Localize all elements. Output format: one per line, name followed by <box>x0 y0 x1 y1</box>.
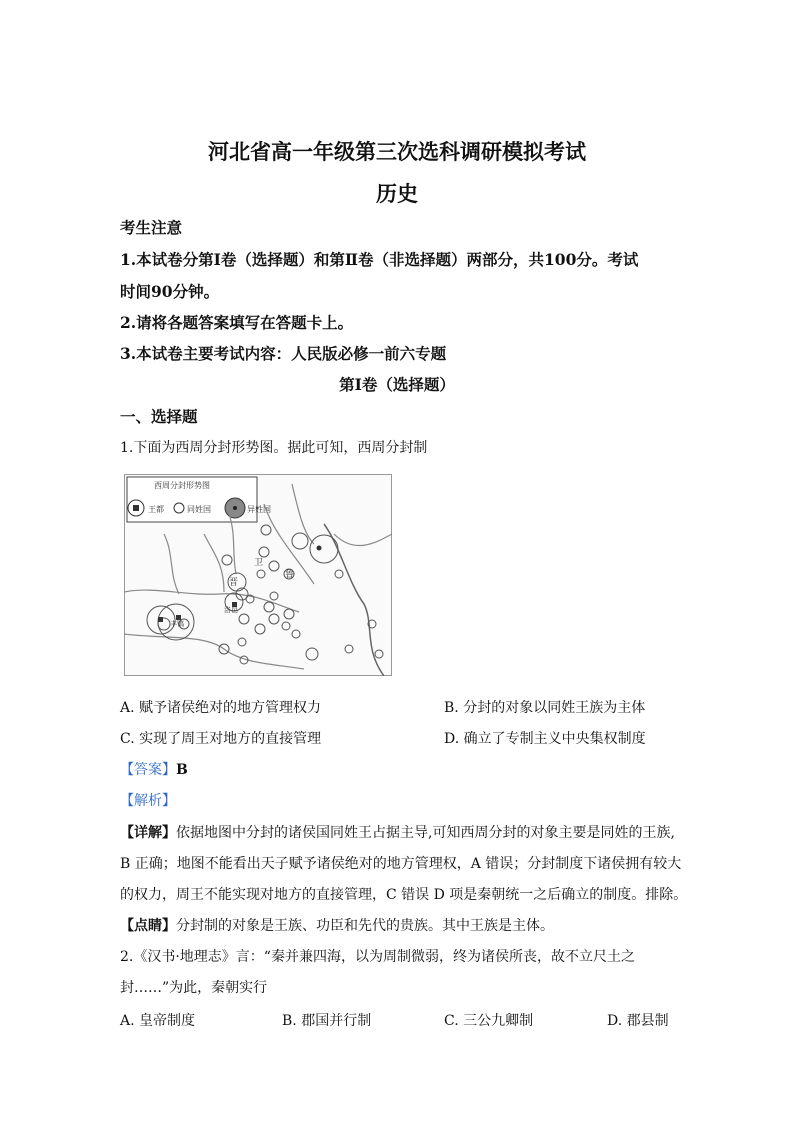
q1-option-b: B. 分封的对象以同姓王族为主体 <box>444 700 646 716</box>
label-lu: 鲁 <box>285 570 295 580</box>
detail-tag: 【详解】 <box>120 825 176 841</box>
notice-heading: 考生注意 <box>120 218 183 237</box>
notice-item-2: 2.请将各题答案填写在答题卡上。 <box>120 313 354 332</box>
q1-option-a: A. 赋予诸侯绝对的地方管理权力 <box>120 700 322 716</box>
label-jin: 晋 <box>229 578 239 588</box>
q1-stem: 1.下面为西周分封形势图。据此可知，西周分封制 <box>120 440 428 456</box>
detail-text-1: 依据地图中分封的诸侯国同姓王占据主导,可知西周分封的对象主要是同姓的王族, <box>176 825 675 841</box>
label-fenghao: 丰镐 <box>170 620 184 628</box>
q2-stem-line2: 封……”为此，秦朝实行 <box>120 980 268 996</box>
q2-stem-line1: 2.《汉书·地理志》言：“秦并兼四海，以为周制微弱，终为诸侯所丧，故不立尺土之 <box>120 949 635 965</box>
capital-marker <box>158 617 163 622</box>
label-wei: 卫 <box>254 558 264 568</box>
q2-option-d: D. 郡县制 <box>607 1013 669 1029</box>
q1-detail-line3: 的权力，周王不能实现对地方的直接管理，C 错误 D 项是秦朝统一之后确立的制度。排除。 <box>120 887 688 903</box>
subject-title: 历史 <box>376 181 418 206</box>
notice-item-1-line1: 1.本试卷分第Ⅰ卷（选择题）和第Ⅱ卷（非选择题）两部分，共100分。考试 <box>120 250 639 269</box>
notice-item-3: 3.本试卷主要考试内容：人民版必修一前六专题 <box>120 344 447 363</box>
answer-tag: 【答案】 <box>120 762 176 778</box>
exam-title: 河北省高一年级第三次选科调研模拟考试 <box>208 139 586 164</box>
notice-item-1-line2: 时间90分钟。 <box>120 282 220 301</box>
tip-tag: 【点睛】 <box>120 918 176 934</box>
part-heading: 第Ⅰ卷（选择题） <box>339 375 455 394</box>
answer-value: B <box>176 762 188 778</box>
q1-answer-line <box>120 759 188 779</box>
label-luoyi: 洛邑 <box>224 606 238 614</box>
legend-diff-surname: 异姓国 <box>247 505 271 514</box>
q2-option-a: A. 皇帝制度 <box>120 1013 196 1029</box>
legend-same-surname: 同姓国 <box>187 505 211 514</box>
diff-surname-state <box>317 546 322 551</box>
tip-text: 分封制的对象是王族、功臣和先代的贵族。其中王族是主体。 <box>176 918 554 934</box>
q1-option-d: D. 确立了专制主义中央集权制度 <box>444 731 646 747</box>
map-title: 西周分封形势图 <box>154 481 210 490</box>
analysis-tag: 【解析】 <box>120 793 176 809</box>
feudal-map-figure <box>124 474 392 676</box>
q2-option-b: B. 郡国并行制 <box>282 1013 372 1029</box>
q1-option-c: C. 实现了周王对地方的直接管理 <box>120 731 322 747</box>
section-heading: 一、选择题 <box>120 407 198 426</box>
q1-detail-line2: B 正确；地图不能看出天子赋予诸侯绝对的地方管理权，A 错误；分封制度下诸侯拥有较大 <box>120 856 682 872</box>
q1-detail-line1 <box>120 822 675 842</box>
q2-option-c: C. 三公九卿制 <box>444 1013 534 1029</box>
legend-capital: 王都 <box>148 505 164 514</box>
q1-tip-line <box>120 915 554 935</box>
